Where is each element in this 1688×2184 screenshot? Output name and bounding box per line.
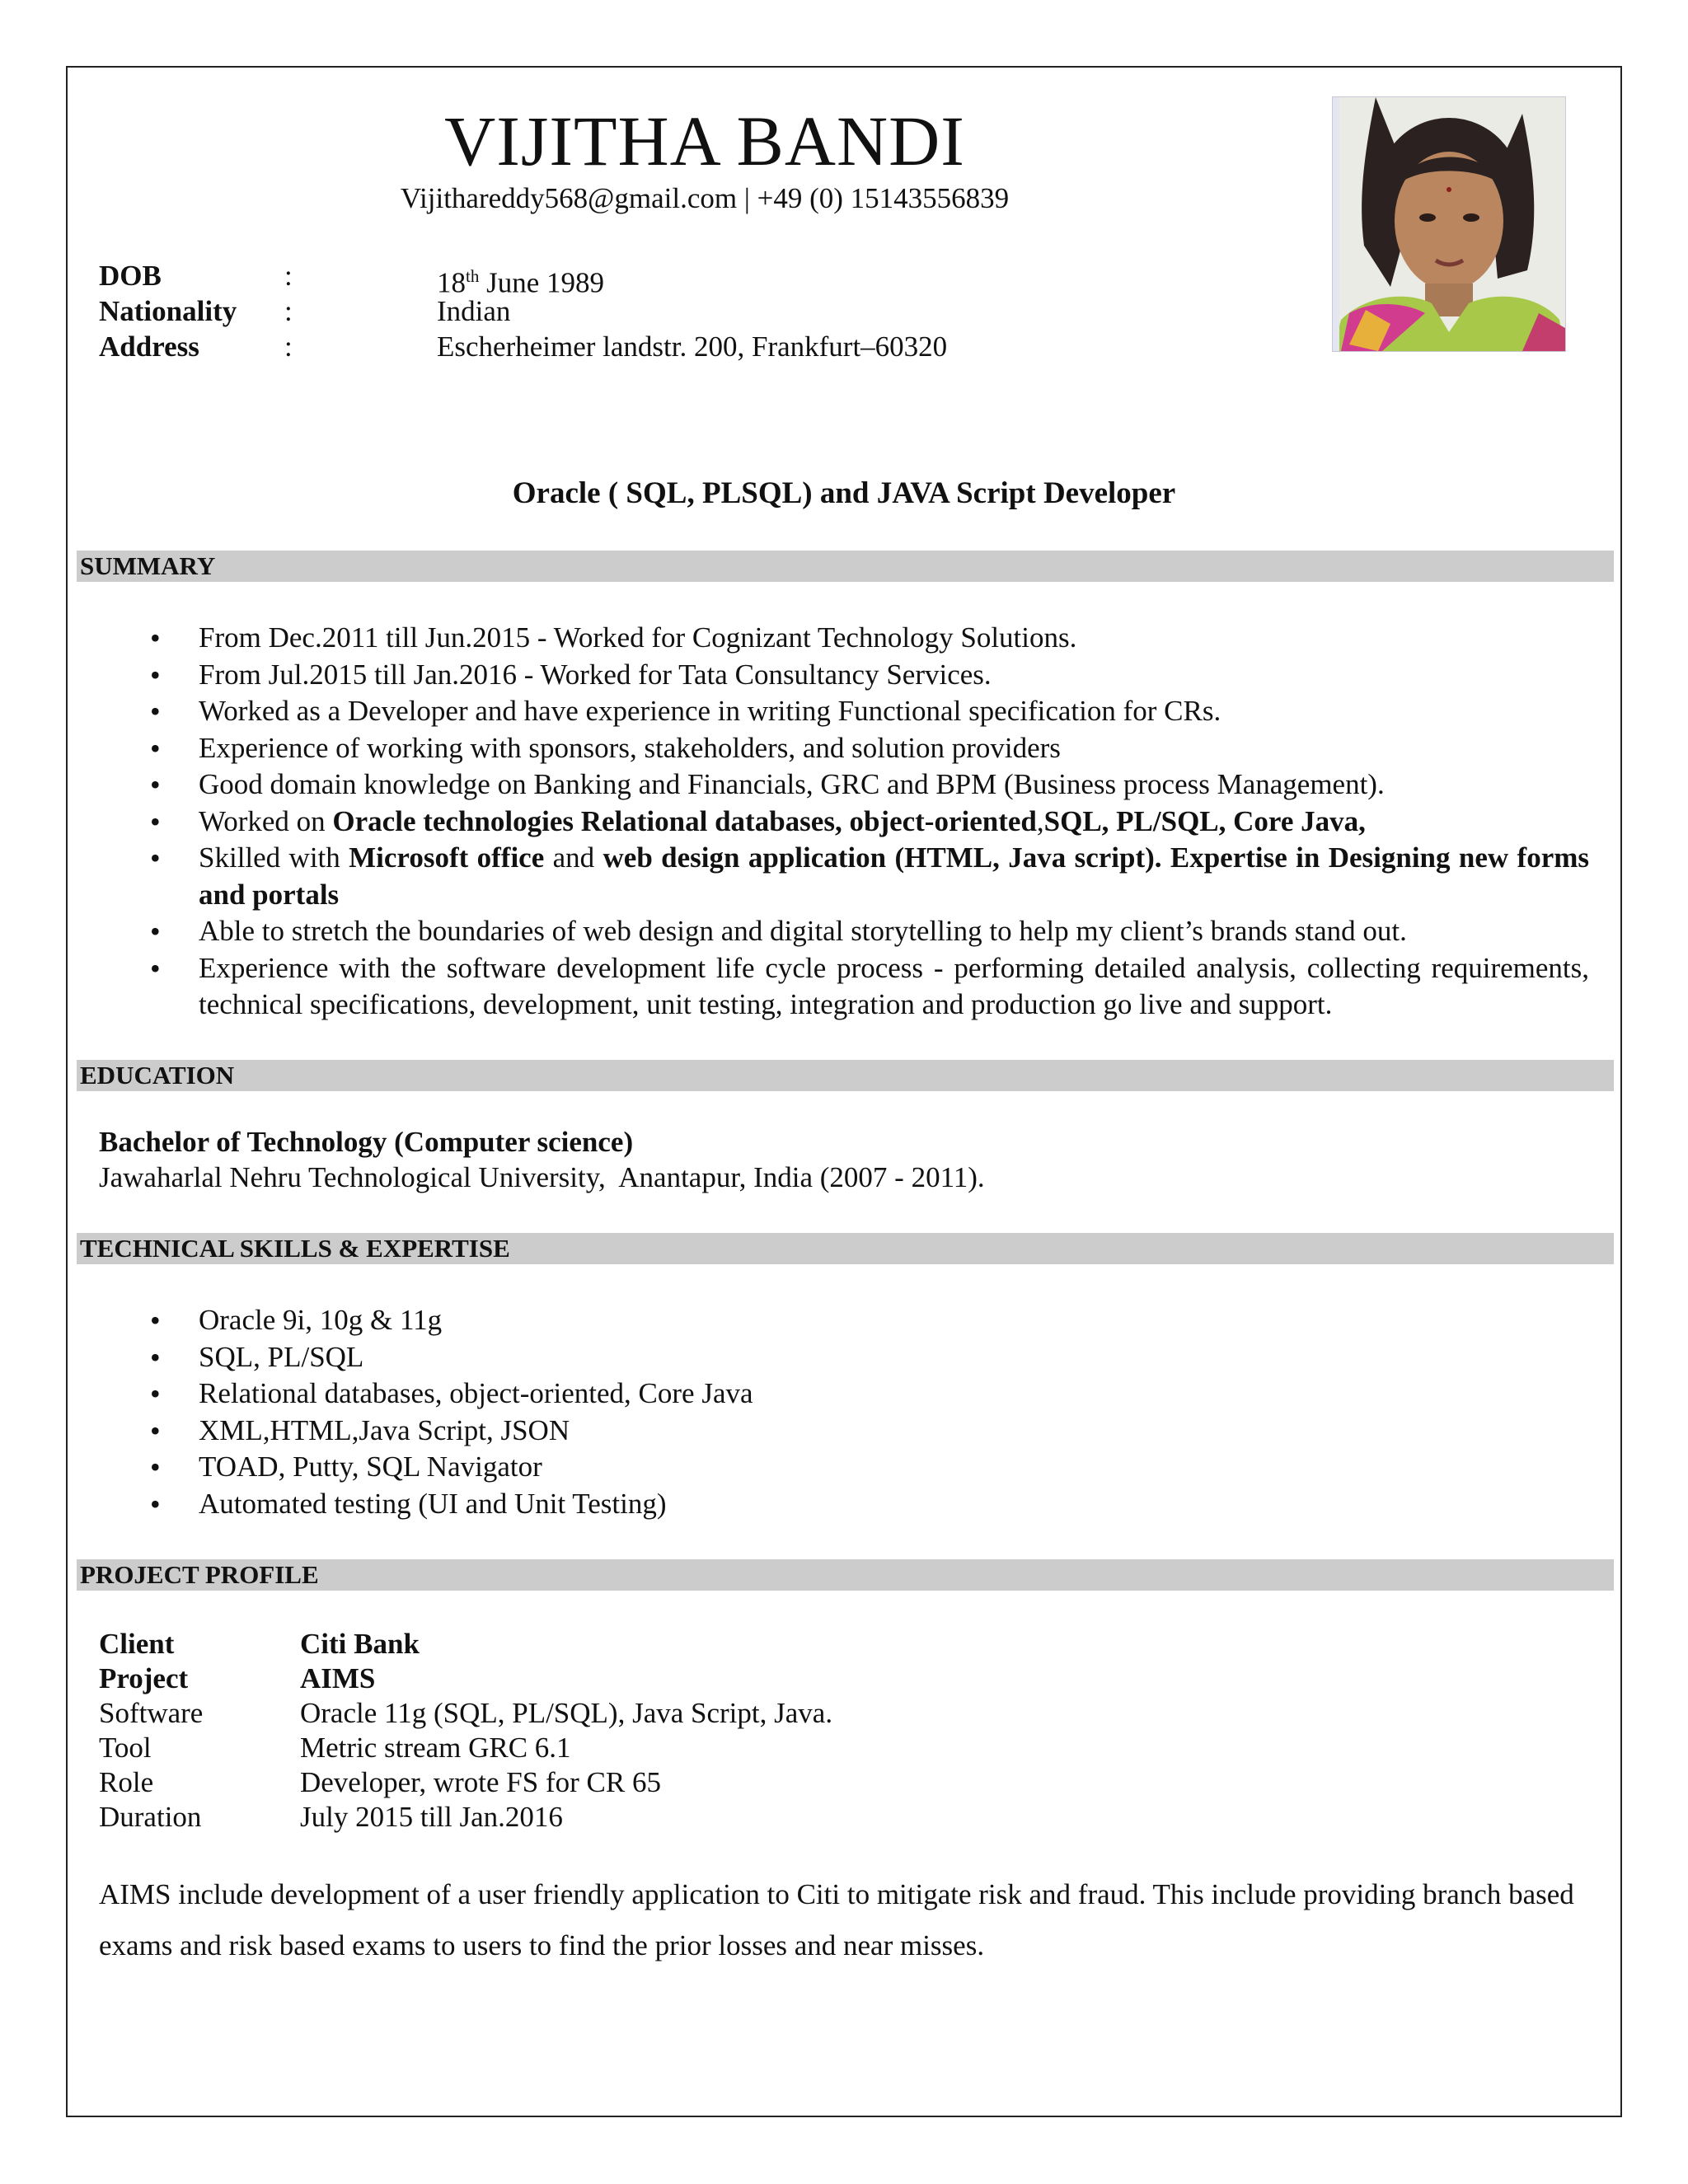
role-title: Oracle ( SQL, PLSQL) and JAVA Script Developer bbox=[512, 476, 1176, 510]
summary-item: • Able to stretch the boundaries of web design and digital storytelling to help my client’s brands stand out. bbox=[0, 913, 1589, 950]
candidate-name: VIJITHA BANDI bbox=[444, 101, 965, 180]
address-value: Escherheimer landstr. 200, Frankfurt–60320 bbox=[437, 330, 948, 363]
summary-item: • Worked as a Developer and have experience in writing Functional specification for CRs. bbox=[0, 693, 1589, 730]
dob-colon: : bbox=[284, 260, 293, 292]
summary-item: • Experience with the software development life cycle process - performing detailed analysis, collecting requirements, technical specifications, development, unit testing, integration and production go live and support. bbox=[0, 950, 1589, 1024]
nationality-label: Nationality bbox=[99, 295, 237, 327]
skills-list bbox=[0, 1302, 1589, 1522]
skill-item: • Oracle 9i, 10g & 11g bbox=[0, 1302, 1589, 1339]
project-heading-bar bbox=[77, 1559, 1614, 1591]
nationality-colon: : bbox=[284, 295, 293, 327]
project-key: Tool bbox=[99, 1732, 152, 1764]
project-value: Oracle 11g (SQL, PL/SQL), Java Script, Java. bbox=[300, 1697, 833, 1729]
summary-heading: SUMMARY bbox=[80, 551, 216, 580]
dob-value: 18th June 1989 bbox=[437, 266, 604, 299]
project-key: Project bbox=[99, 1662, 189, 1694]
profile-photo bbox=[1332, 96, 1566, 352]
project-value: Metric stream GRC 6.1 bbox=[300, 1732, 571, 1764]
project-value: July 2015 till Jan.2016 bbox=[300, 1801, 563, 1833]
project-key: Duration bbox=[99, 1801, 202, 1833]
summary-list bbox=[0, 620, 1589, 1024]
project-key: Client bbox=[99, 1628, 175, 1660]
project-key: Software bbox=[99, 1697, 204, 1729]
summary-item: • Worked on Oracle technologies Relational databases, object-oriented,SQL, PL/SQL, Core Java, bbox=[0, 804, 1589, 841]
address-label: Address bbox=[99, 330, 199, 363]
summary-item: • From Dec.2011 till Jun.2015 - Worked for Cognizant Technology Solutions. bbox=[0, 620, 1589, 657]
education-heading: EDUCATION bbox=[80, 1061, 235, 1090]
project-heading: PROJECT PROFILE bbox=[80, 1560, 319, 1589]
skill-item: • SQL, PL/SQL bbox=[0, 1339, 1589, 1376]
skills-heading-bar bbox=[77, 1233, 1614, 1264]
skill-item: • XML,HTML,Java Script, JSON bbox=[0, 1413, 1589, 1450]
skill-item: • TOAD, Putty, SQL Navigator bbox=[0, 1449, 1589, 1486]
summary-heading-bar bbox=[77, 551, 1614, 582]
nationality-value: Indian bbox=[437, 295, 511, 327]
contact-line: Vijithareddy568@gmail.com | +49 (0) 15143556839 bbox=[400, 182, 1010, 214]
project-value: AIMS bbox=[300, 1662, 376, 1694]
summary-item: • Good domain knowledge on Banking and Financials, GRC and BPM (Business process Management). bbox=[0, 766, 1589, 804]
degree: Bachelor of Technology (Computer science) bbox=[99, 1126, 634, 1158]
project-description: AIMS include development of a user friendly application to Citi to mitigate risk and fraud. This include providing branch based exams and risk based exams to users to find the prior losses and near misses. bbox=[99, 1878, 1574, 1961]
university: Jawaharlal Nehru Technological University, Anantapur, India (2007 - 2011). bbox=[99, 1161, 985, 1193]
skills-heading: TECHNICAL SKILLS & EXPERTISE bbox=[80, 1234, 510, 1263]
dob-label: DOB bbox=[99, 260, 162, 292]
project-key: Role bbox=[99, 1766, 154, 1798]
education-heading-bar bbox=[77, 1060, 1614, 1091]
summary-item: • Skilled with Microsoft office and web design application (HTML, Java script). Expertise in Designing new forms and portals bbox=[0, 840, 1589, 913]
project-value: Citi Bank bbox=[300, 1628, 420, 1660]
skill-item: • Relational databases, object-oriented, Core Java bbox=[0, 1376, 1589, 1413]
address-colon: : bbox=[284, 330, 293, 363]
project-value: Developer, wrote FS for CR 65 bbox=[300, 1766, 661, 1798]
summary-item: • Experience of working with sponsors, stakeholders, and solution providers bbox=[0, 730, 1589, 767]
skill-item: • Automated testing (UI and Unit Testing) bbox=[0, 1486, 1589, 1523]
summary-item: • From Jul.2015 till Jan.2016 - Worked for Tata Consultancy Services. bbox=[0, 657, 1589, 694]
